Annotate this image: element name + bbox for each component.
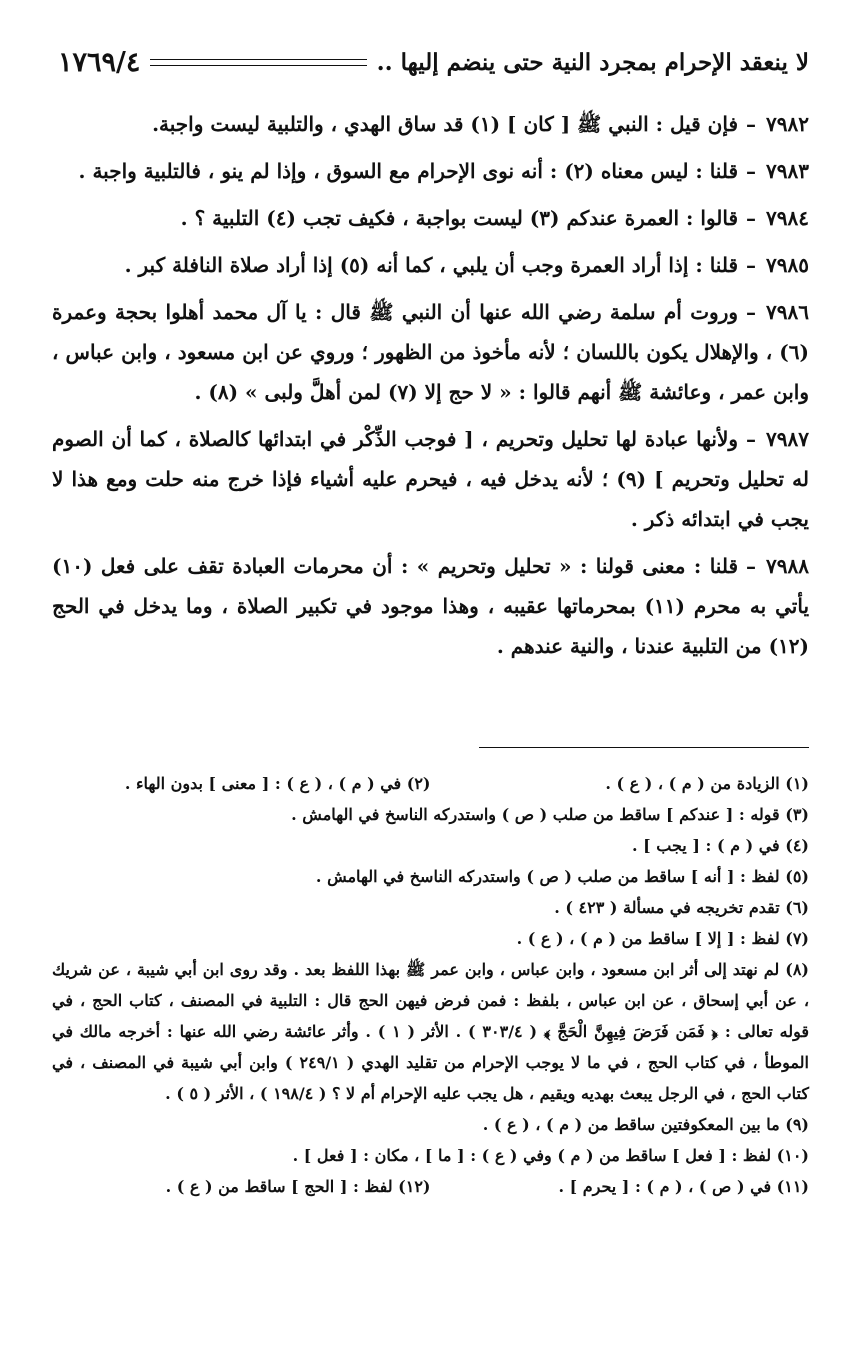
paragraph-text: قلنا : معنى قولنا : « تحليل وتحريم » : أن محرمات العبادة تقف على فعل (١٠) يأتي به محرم (١١) بمحرماتها عقيبه ، وهذا موجود في تكبير الصلاة ، وما يدخل في الحج (١٢) من التلبية عندنا ، والنية عندهم . (52, 554, 810, 658)
paragraph-text: قالوا : العمرة عندكم (٣) ليست بواجبة ، فكيف تجب (٤) التلبية ؟ . (180, 206, 739, 230)
paragraph-text: وروت أم سلمة رضي الله عنها أن النبي ﷺ قال : يا آل محمد أهلوا بحجة وعمرة (٦) ، والإهلال يكون باللسان ؛ لأنه مأخوذ من الظهور ؛ وروي عن ابن مسعود ، وابن عباس ، وابن عمر ، وعائشة ﷺ أنهم قالوا : « لا حج إلا (٧) لمن أهلَّ ولبى » (٨) . (52, 300, 809, 404)
paragraph-text: فإن قيل : النبي ﷺ [ كان ] (١) قد ساق الهدي ، والتلبية ليست واجبة. (152, 112, 739, 136)
paragraph-number: ٧٩٨٣ (766, 159, 809, 183)
main-text (52, 104, 809, 673)
paragraph-number: ٧٩٨٨ (766, 554, 809, 578)
footnote-5: (٥) لفظ : [ أنه ] ساقط من صلب ( ص ) واستدركه الناسخ في الهامش . (315, 867, 809, 886)
dash: – (746, 253, 757, 277)
footnote-row (52, 768, 809, 799)
paragraph-number: ٧٩٨٢ (766, 112, 809, 136)
paragraph-text: ولأنها عبادة لها تحليل وتحريم ، [ فوجب الذِّكْر في ابتدائها كالصلاة ، كما أن الصوم له تحليل وتحريم ] (٩) ؛ لأنه يدخل فيه ، فيحرم عليه أشياء فإذا خرج منه حلت ومع هذا لا يجب في ابتدائه ذكر . (52, 427, 810, 531)
footnote-8: (٨) لم نهتد إلى أثر ابن مسعود ، وابن عباس ، وابن عمر ﷺ بهذا اللفظ بعد . وقد روى ابن أبي شيبة ، عن شريك ، عن أبي إسحاق ، عن ابن عباس ، بلفظ : فمن فرض فيهن الحج قال : التلبية في المصنف ، كتاب الحج ، في قوله تعالى : ﴿ فَمَن فَرَضَ فِيهِنَّ الْحَجَّ ﴾ ( ٣٠٣/٤ ) . الأثر ( ١ ) . وأثر عائشة رضي الله عنها : أخرجه مالك في الموطأ ، في كتاب الحج ، في ما لا يوجب الإحرام من تقليد الهدي ( ٢٤٩/١ ) وابن أبي شيبة في المصنف ، في كتاب الحج ، في الرجل يبعث بهديه ويقيم ، هل يجب عليه الإحرام أم لا ؟ ( ١٩٨/٤ ) ، الأثر ( ٥ ) . (52, 960, 810, 1103)
footnote-12: (١٢) لفظ : [ الحج ] ساقط من ( ع ) . (165, 1177, 431, 1196)
paragraph-7983 (52, 151, 809, 191)
paragraph-number: ٧٩٨٤ (766, 206, 809, 230)
footnote-6: (٦) تقدم تخريجه في مسألة ( ٤٢٣ ) . (554, 898, 809, 917)
paragraph-7986 (52, 292, 809, 412)
paragraph-text: قلنا : إذا أراد العمرة وجب أن يلبي ، كما أنه (٥) إذا أراد صلاة النافلة كبر . (124, 253, 739, 277)
footnote-10: (١٠) لفظ : [ فعل ] ساقط من ( م ) وفي ( ع ) : [ ما ] ، مكان : [ فعل ] . (292, 1146, 809, 1165)
dash: – (746, 554, 757, 578)
dash: – (746, 159, 757, 183)
paragraph-7984 (52, 198, 809, 238)
footnote-1: (١) الزيادة من ( م ) ، ( ع ) . (605, 774, 809, 793)
footnote-4: (٤) في ( م ) : [ يجب ] . (631, 836, 809, 855)
paragraph-number: ٧٩٨٦ (766, 300, 809, 324)
dash: – (746, 427, 757, 451)
paragraph-7988 (52, 546, 809, 666)
footnote-7: (٧) لفظ : [ إلا ] ساقط من ( م ) ، ( ع ) . (516, 929, 809, 948)
paragraph-text: قلنا : ليس معناه (٢) : أنه نوى الإحرام مع السوق ، وإذا لم ينو ، فالتلبية واجبة . (78, 159, 739, 183)
paragraph-7985 (52, 245, 809, 285)
page-header (58, 40, 809, 84)
header-rule (150, 59, 366, 66)
footnote-2: (٢) في ( م ) ، ( ع ) : [ معنى ] بدون الهاء . (124, 774, 431, 793)
paragraph-7982 (52, 104, 809, 144)
footnote-row (52, 1171, 809, 1202)
footnote-separator (479, 747, 809, 748)
dash: – (746, 206, 757, 230)
running-title: لا ينعقد الإحرام بمجرد النية حتى ينضم إليها .. (376, 48, 809, 76)
footnote-9: (٩) ما بين المعكوفتين ساقط من ( م ) ، ( ع ) . (482, 1115, 809, 1134)
dash: – (746, 112, 757, 136)
page-number: ١٧٦٩/٤ (58, 46, 141, 78)
paragraph-number: ٧٩٨٥ (766, 253, 809, 277)
paragraph-7987 (52, 419, 809, 539)
footnote-11: (١١) في ( ص ) ، ( م ) : [ يحرم ] . (558, 1177, 809, 1196)
footnotes (52, 768, 809, 1202)
paragraph-number: ٧٩٨٧ (766, 427, 809, 451)
footnote-3: (٣) قوله : [ عندكم ] ساقط من صلب ( ص ) واستدركه الناسخ في الهامش . (291, 805, 809, 824)
dash: – (746, 300, 757, 324)
